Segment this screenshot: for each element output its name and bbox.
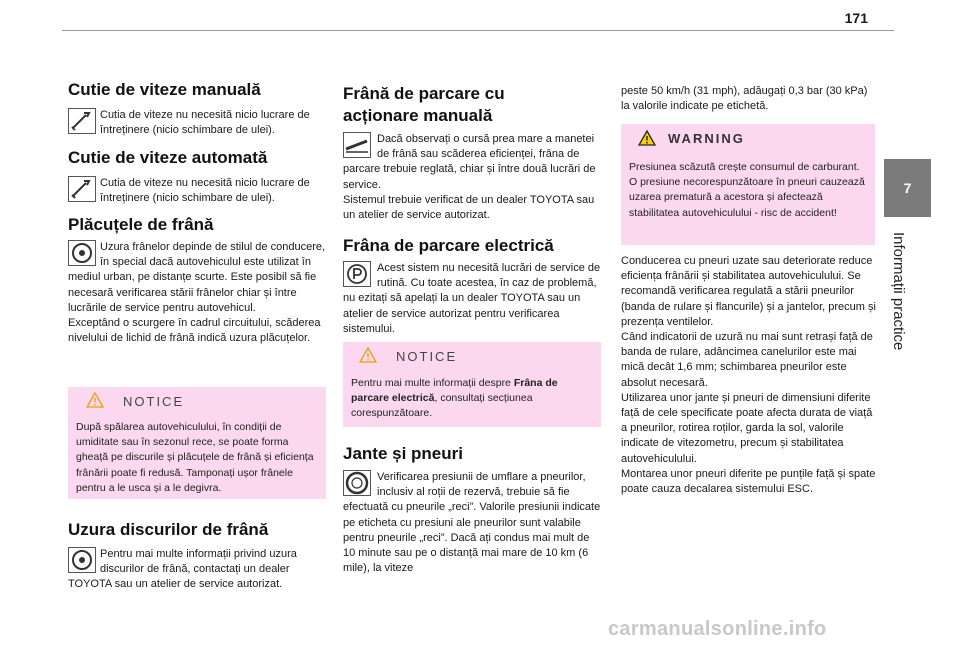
disc-wear-text: Pentru mai multe informații privind uzura discurilor de frână, contactați un dealer TOYOTA sau un atelier de service autorizat. xyxy=(68,548,297,591)
warning-title: WARNING xyxy=(668,131,745,146)
tyres-title: Jante și pneuri xyxy=(343,444,463,463)
manual-parking-title-1: Frână de parcare cu xyxy=(343,84,505,103)
chapter-tab[interactable]: 7 xyxy=(884,159,931,217)
electric-parking-title: Frâna de parcare electrică xyxy=(343,236,554,255)
tyres-more-text-3: Utilizarea unor jante și pneuri de dimensiuni diferite față de cele specificate poate afecta durata de viață a pneurilor, rotirea roților, garda la sol, valorile indicate de vitezometru, precum și stabilitatea autovehiculului. xyxy=(621,391,873,465)
notice-2-text-pre: Pentru mai multe informații despre xyxy=(351,377,514,389)
auto-gearbox-title: Cutie de viteze automată xyxy=(68,148,268,167)
manual-parking-section xyxy=(343,84,601,223)
auto-gearbox-section xyxy=(68,148,326,206)
manual-gearbox-section xyxy=(68,80,326,138)
tyres-continued xyxy=(621,84,879,114)
watermark: carmanualsonline.info xyxy=(608,618,827,640)
brake-pads-title: Plăcuțele de frână xyxy=(68,215,214,234)
manual-gearbox-text: Cutia de viteze nu necesită nicio lucrare de întreținere (nicio schimbare de ulei). xyxy=(100,109,310,137)
tyres-more-text-4: Montarea unor pneuri diferite pe punțile față și spate poate cauza decalarea sistemului ESC. xyxy=(621,467,876,496)
notice-2-title: NOTICE xyxy=(396,349,458,364)
tyres-cont-text: peste 50 km/h (31 mph), adăugați 0,3 bar (30 kPa) la valorile indicate pe etichetă. xyxy=(621,85,868,113)
notice-1-text: După spălarea autovehiculului, în condiții de umiditate sau în sezonul rece, se poate forma gheață pe discurile și plăcuțele de frână și eficiența frânării poate fi redusă. Tamponați ușor frânele pentru a le usca și a le degivra. xyxy=(76,421,314,494)
disc-wear-title: Uzura discurilor de frână xyxy=(68,520,269,539)
notice-1-title: NOTICE xyxy=(123,394,185,409)
notice-box-2 xyxy=(343,342,601,427)
electric-parking-icon xyxy=(343,261,373,287)
manual-parking-text-2: Sistemul trebuie verificat de un dealer TOYOTA sau un atelier de service autorizat. xyxy=(343,193,595,222)
gearbox-wrench-icon xyxy=(68,176,96,202)
chapter-title: Informații practice xyxy=(890,232,907,351)
page-number: 171 xyxy=(844,10,868,26)
notice-box-1 xyxy=(68,387,326,499)
notice-2-text-bold: Frâna de parcare electrică xyxy=(351,377,558,405)
warning-triangle-icon xyxy=(359,347,377,363)
manual-parking-text-1: Dacă observați o cursă prea mare a manetei de frână sau scăderea eficienței, frâna de parcare trebuie reglată, chiar și între două lucrări de service. xyxy=(343,133,596,191)
auto-gearbox-text: Cutia de viteze nu necesită nicio lucrare de întreținere (nicio schimbare de ulei). xyxy=(100,177,310,205)
brake-disc-icon xyxy=(68,547,96,573)
warning-triangle-icon xyxy=(86,392,104,408)
tyre-icon xyxy=(343,470,373,496)
top-divider xyxy=(62,30,894,31)
brake-pads-section xyxy=(68,215,326,346)
manual-parking-title-2: acționare manuală xyxy=(343,106,493,125)
disc-wear-section xyxy=(68,520,326,593)
brake-pads-text-1: Uzura frânelor depinde de stilul de conducere, în special dacă autovehiculul este utilizat în mediul urban, pe distanțe scurte. Este posibil să fie necesară verificarea stării frânelor chiar și între lucrările de service pentru autovehicul. xyxy=(68,241,326,314)
parking-lever-icon xyxy=(343,132,373,158)
electric-parking-text: Acest sistem nu necesită lucrări de service de rutină. Cu toate acestea, în caz de problemă, nu ezitați să apelați la un dealer TOYOTA sau un atelier de service autorizat pentru verificarea sistemului. xyxy=(343,262,601,335)
tyres-more-text-1: Conducerea cu pneuri uzate sau deteriorate reduce eficiența frânării și stabilitatea autovehiculului. Se recomandă verificarea regulată a stării pneurilor (banda de rulare și flancurile) și a jantelor, precum și prezența ventilelor. xyxy=(621,255,876,328)
electric-parking-section xyxy=(343,236,601,337)
manual-gearbox-title: Cutie de viteze manuală xyxy=(68,80,261,99)
brake-pads-text-2: Exceptând o scurgere în cadrul circuitului, scăderea nivelului de lichid de frână indică uzura plăcuțelor. xyxy=(68,317,321,345)
tyres-more xyxy=(621,254,879,497)
notice-2-text xyxy=(351,376,593,422)
warning-triangle-icon xyxy=(638,130,656,146)
gearbox-wrench-icon xyxy=(68,108,96,134)
notice-2-text-post: , consultați secțiunea corespunzătoare. xyxy=(351,392,533,420)
tyres-text: Verificarea presiunii de umflare a pneurilor, inclusiv al roții de rezervă, trebuie să fie efectuată cu pneurile „reci”. Valorile presiunii indicate pe eticheta cu presiuni ale pneurilor sunt valabile pentru pneurile „reci”. Dacă ați condus mai mult de 10 minute sau pe o distanță mai mare de 10 km (6 mile), la viteze xyxy=(343,471,601,575)
tyres-more-text-2: Când indicatorii de uzură nu mai sunt retrași față de banda de rulare, adâncimea canelurilor este mai mică decât 1,6 mm; schimbarea pneurilor este absolut necesară. xyxy=(621,331,873,389)
warning-box xyxy=(621,124,875,245)
brake-disc-icon xyxy=(68,240,96,266)
warning-text: Presiunea scăzută crește consumul de carburant. O presiune necorespunzătoare în pneuri cauzează uzarea prematură a acestora și afectează stabilitatea autovehiculului - risc de accident! xyxy=(629,161,865,219)
tyres-section xyxy=(343,444,601,576)
chapter-label-wrap xyxy=(890,232,915,362)
